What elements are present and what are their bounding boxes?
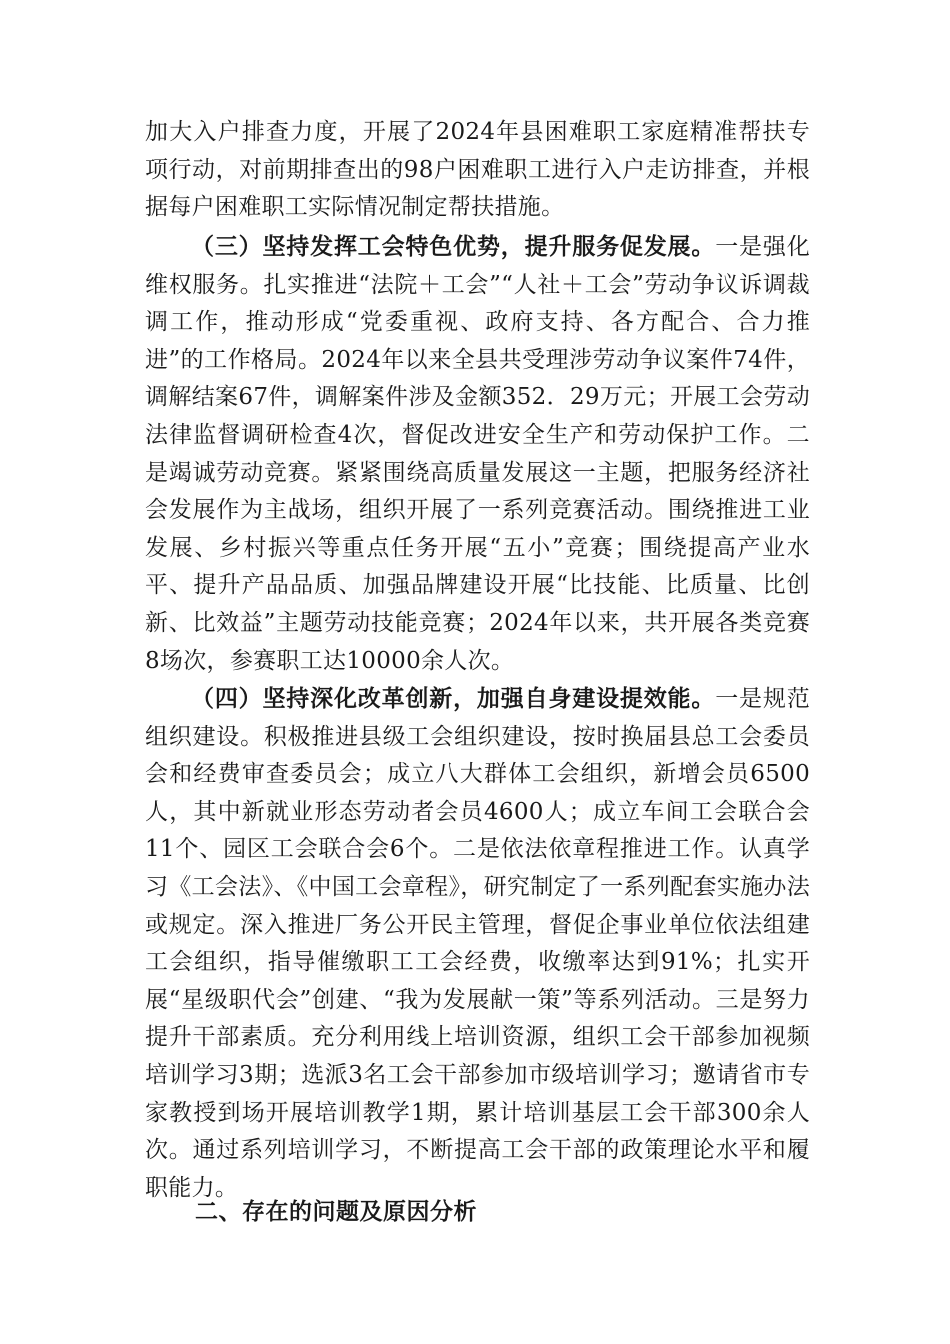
section-heading-problems: 二、存在的问题及原因分析 [195, 1199, 477, 1225]
paragraph-body-3: 一是强化维权服务。扎实推进“法院＋工会”“人社＋工会”劳动争议诉调裁调工作，推动形成“党委重视、政府支持、各方配合、合力推进”的工作格局。2024年以来全县共受理涉劳动争议案件74件，调解结案67件，调解案件涉及金额352．29万元；开展工会劳动法律监督调研检查4次，督促改进安全生产和劳动保护工作。二是竭诚劳动竞赛。紧紧围绕高质量发展这一主题，把服务经济社会发展作为主战场，组织开展了一系列竞赛活动。围绕推进工业发展、乡村振兴等重点任务开展“五小”竞赛；围绕提高产业水平、提升产品品质、加强品牌建设开展“比技能、比质量、比创新、比效益”主题劳动技能竞赛；2024年以来，共开展各类竞赛8场次，参赛职工达10000余人次。 [145, 234, 811, 674]
continuation-text: 加大入户排查力度，开展了2024年县困难职工家庭精准帮扶专项行动，对前期排查出的98户困难职工进行入户走访排查，并根据每户困难职工实际情况制定帮扶措施。 [145, 119, 810, 221]
paragraph-section-4 [145, 680, 810, 1207]
paragraph-continuation [145, 114, 810, 227]
paragraph-section-3 [145, 228, 810, 680]
paragraph-body-4: 一是规范组织建设。积极推进县级工会组织建设，按时换届县总工会委员会和经费审查委员会；成立八大群体工会组织，新增会员6500人，其中新就业形态劳动者会员4600人；成立车间工会联合会11个、园区工会联合会6个。二是依法依章程推进工作。认真学习《工会法》、《中国工会章程》，研究制定了一系列配套实施办法或规定。深入推进厂务公开民主管理，督促企事业单位依法组建工会组织，指导催缴职工工会经费，收缴率达到91%；扎实开展“星级职代会”创建、“我为发展献一策”等系列活动。三是努力提升干部素质。充分利用线上培训资源，组织工会干部参加视频培训学习3期；选派3名工会干部参加市级培训学习；邀请省市专家教授到场开展培训教学1期，累计培训基层工会干部300余人次。通过系列培训学习，不断提高工会干部的政策理论水平和履职能力。 [145, 686, 811, 1201]
paragraph-heading-3: （三）坚持发挥工会特色优势，提升服务促发展。 [191, 233, 716, 260]
paragraph-heading-4: （四）坚持深化改革创新，加强自身建设提效能。 [191, 685, 716, 712]
